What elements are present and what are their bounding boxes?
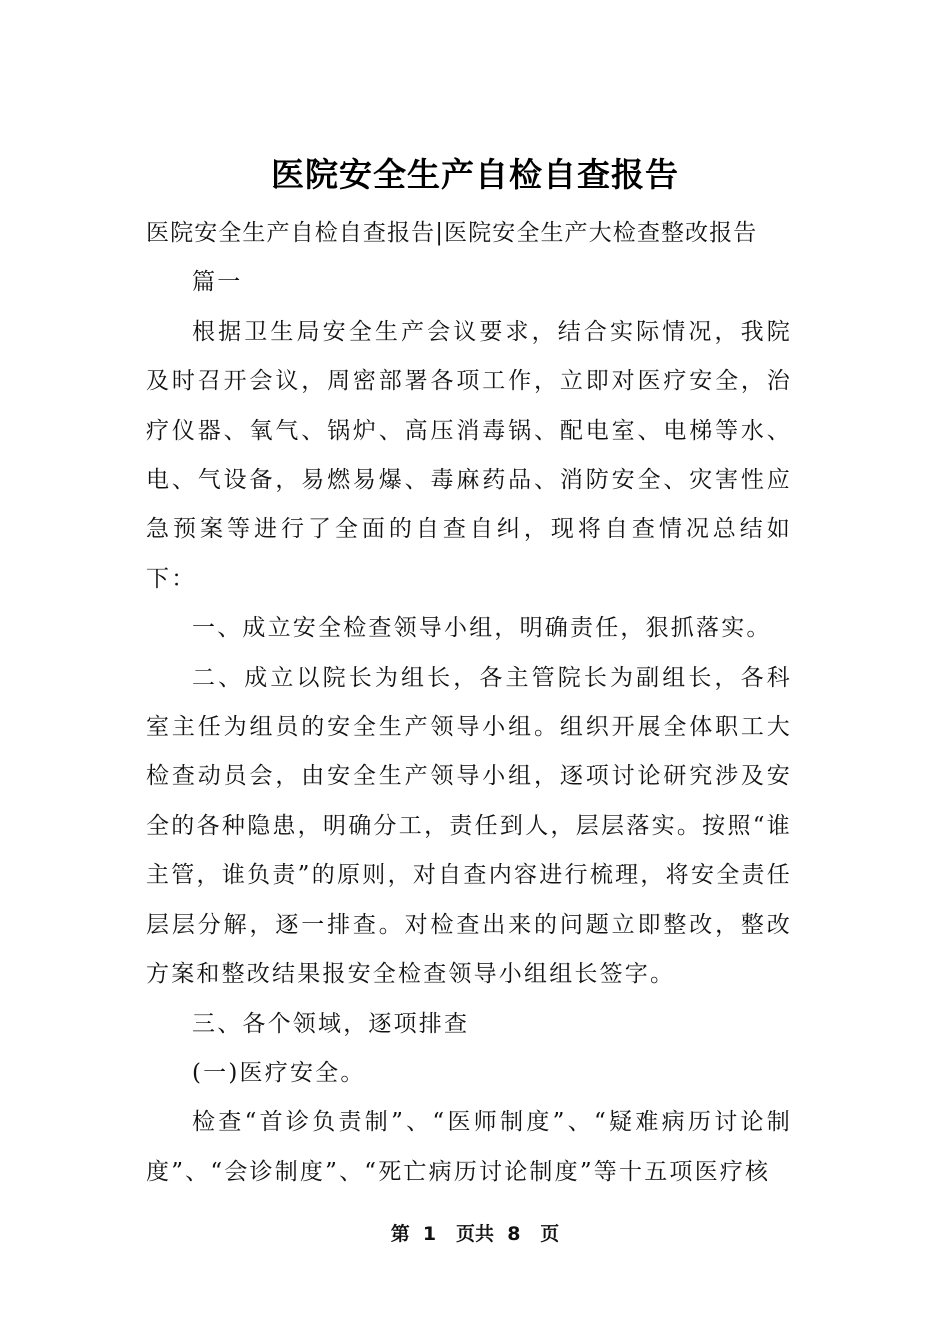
section-label: 篇一 xyxy=(192,269,243,296)
paragraph-intro: 根据卫生局安全生产会议要求，结合实际情况，我院及时召开会议，周密部署各项工作，立即对医疗安全，治疗仪器、氧气、锅炉、高压消毒锅、配电室、电梯等水、电、气设备，易燃易爆、毒麻药品、消防安全、灾害性应急预案等进行了全面的自查自纠，现将自查情况总结如下： xyxy=(146,318,792,592)
paragraph-item-3: 三、各个领域，逐项排查 xyxy=(192,1010,470,1037)
document-body xyxy=(146,209,792,1197)
document-title: 医院安全生产自检自查报告 xyxy=(271,155,679,195)
paragraph-medical-check: 检查“首诊负责制”、“医师制度”、“疑难病历讨论制度”、“会诊制度”、“死亡病历讨论制度”等十五项医疗核 xyxy=(146,1109,792,1185)
document-subtitle: 医院安全生产自检自查报告|医院安全生产大检查整改报告 xyxy=(146,220,758,246)
paragraph-item-2: 二、成立以院长为组长，各主管院长为副组长，各科室主任为组员的安全生产领导小组。组织开展全体职工大检查动员会，由安全生产领导小组，逐项讨论研究涉及安全的各种隐患，明确分工，责任到人，层层落实。按照“谁主管，谁负责”的原则，对自查内容进行梳理，将安全责任层层分解，逐一排查。对检查出来的问题立即整改，整改方案和整改结果报安全检查领导小组组长签字。 xyxy=(146,664,792,988)
page-number-footer: 第 1 页共 8 页 xyxy=(390,1223,560,1245)
paragraph-item-1: 一、成立安全检查领导小组，明确责任，狠抓落实。 xyxy=(192,615,772,642)
paragraph-subheading-medical-safety: (一)医疗安全。 xyxy=(192,1059,366,1086)
